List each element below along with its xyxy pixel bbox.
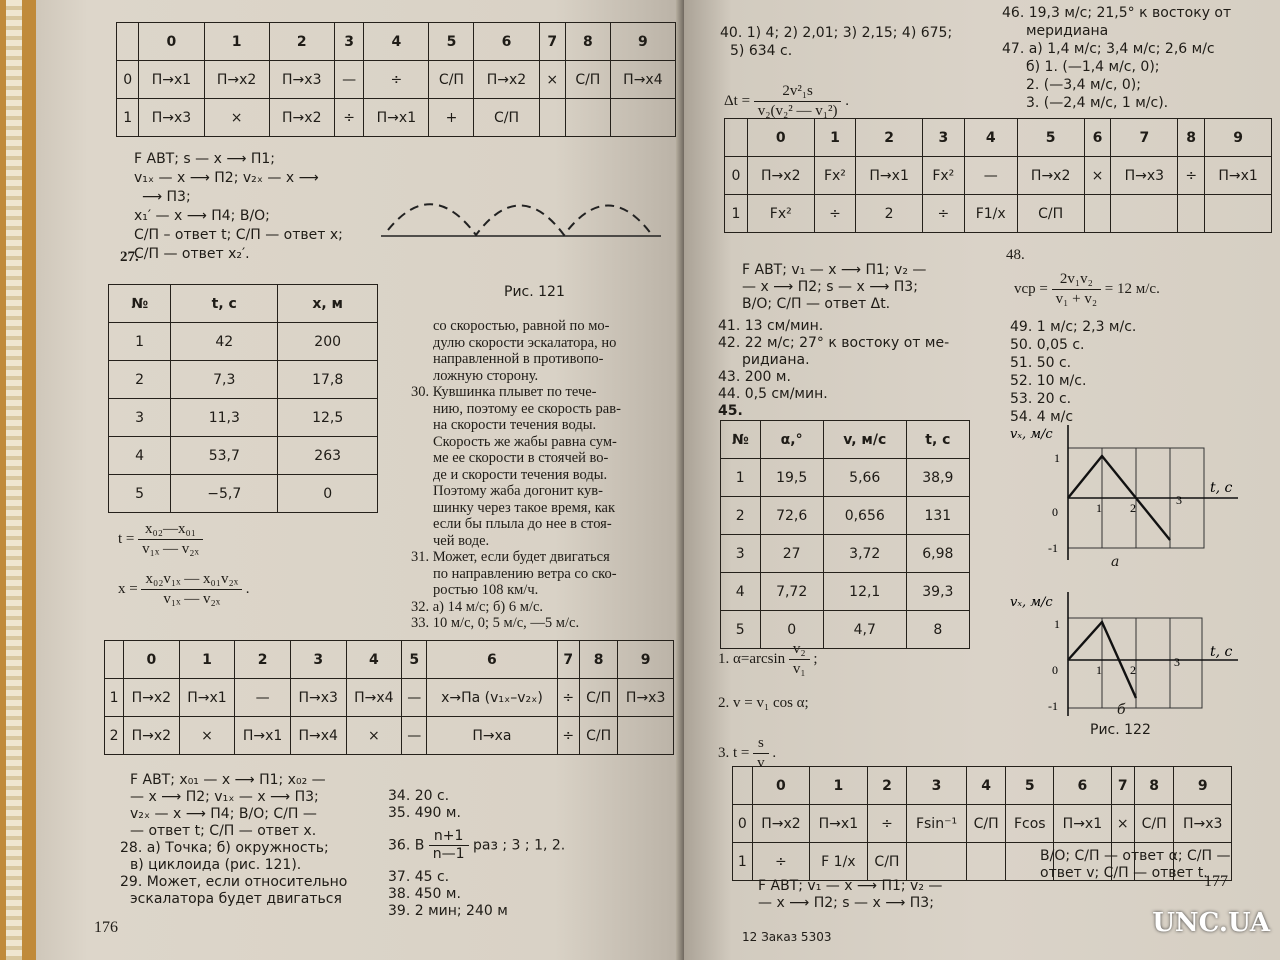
table-cell: 4,7 — [823, 611, 906, 649]
svg-text:1: 1 — [1096, 663, 1102, 677]
table-cell: 9 — [610, 23, 675, 61]
table-cell: 8 — [1134, 767, 1174, 805]
table-cell: 7 — [539, 23, 565, 61]
table-cell: П→x3 — [618, 679, 674, 717]
table-cell: Fx² — [923, 157, 965, 195]
table-cell: 2 — [721, 497, 761, 535]
table-cell: П→x1 — [179, 679, 235, 717]
watermark-logo: UNC.UA — [1152, 908, 1270, 938]
fig121-caption: Рис. 121 — [504, 284, 565, 300]
table-header-row — [117, 23, 676, 61]
table-cell: Fx² — [814, 157, 856, 195]
table-cell: П→x1 — [364, 99, 429, 137]
table-cell: П→x3 — [139, 99, 204, 137]
answers-34-39: 34. 20 с. 35. 490 м. 36. В $\frac{n+1}{n—1}$ раз ; 3 ; 1, 2. 37. 45 с. 38. 450 м. 39. 2 мин; 240 м — [388, 788, 566, 919]
table-cell: 200 — [278, 323, 378, 361]
table-cell — [610, 99, 675, 137]
table-cell: 4 — [109, 437, 171, 475]
table-cell: П→x3 — [269, 61, 334, 99]
table-cell: 38,9 — [906, 459, 969, 497]
table-cell: П→x2 — [747, 157, 814, 195]
table-cell: 1 — [814, 119, 856, 157]
table-row — [109, 323, 378, 361]
table-cell: 2 — [269, 23, 334, 61]
program-listing-4-right: В/О; С/П — ответ α; С/П — ответ v; С/П — ответ t. — [1040, 848, 1231, 881]
table-cell: −5,7 — [171, 475, 278, 513]
table-cell: 4 — [346, 641, 402, 679]
svg-text:1: 1 — [1096, 501, 1102, 515]
table-cell: × — [179, 717, 235, 755]
table-cell: П→x1 — [1054, 805, 1111, 843]
table-cell: 7 — [1111, 119, 1178, 157]
table-cell: С/П — [966, 805, 1006, 843]
answer-40: 40. 1) 4; 2) 2,01; 3) 2,15; 4) 675; 5) 634 с. — [720, 25, 953, 59]
table-cell: С/П — [579, 679, 617, 717]
table-cell: α,° — [760, 421, 823, 459]
table-cell — [1084, 195, 1111, 233]
table-cell — [539, 99, 565, 137]
table-cell: 11,3 — [171, 399, 278, 437]
svg-text:2: 2 — [1130, 501, 1136, 515]
table-cell: 9 — [618, 641, 674, 679]
answers-46-47: 46. 19,3 м/с; 21,5° к востоку от меридиана 47. а) 1,4 м/с; 3,4 м/с; 2,6 м/с б) 1. (—1,4 м/с, 0); 2. (—3,4 м/с, 0); 3. (—2,4 м/с, 1 м/с). — [1002, 5, 1232, 111]
table-cell: × — [346, 717, 402, 755]
table-row — [733, 805, 1232, 843]
table-cell: П→x2 — [124, 717, 180, 755]
svg-text:1: 1 — [1054, 451, 1060, 465]
table-row — [109, 361, 378, 399]
table-cell: П→xa — [427, 717, 557, 755]
table-cell: 12,1 — [823, 573, 906, 611]
table-cell: 3 — [907, 767, 967, 805]
table-cell: t, с — [171, 285, 278, 323]
table-cell: 7 — [557, 641, 579, 679]
table-row — [721, 459, 970, 497]
table-row — [109, 399, 378, 437]
table-row — [109, 437, 378, 475]
table-cell: 6 — [1054, 767, 1111, 805]
table-cell: 1 — [721, 459, 761, 497]
table-cell — [966, 843, 1006, 881]
program-table-bottom-left — [104, 640, 674, 755]
table-cell: 2 — [109, 361, 171, 399]
table-cell: ÷ — [923, 195, 965, 233]
table-cell: 1 — [810, 767, 867, 805]
table-cell: 5 — [721, 611, 761, 649]
table-cell: 3 — [721, 535, 761, 573]
table-cell: П→x4 — [610, 61, 675, 99]
graph-b-xlabel: t, c — [1210, 644, 1233, 660]
program-listing-2: F АВТ; x₀₁ — x ⟶ П1; x₀₂ — — x ⟶ П2; v₁ₓ — x ⟶ П3; v₂ₓ — x ⟶ П4; В/О; С/П — — ответ t; С/П — ответ x. 28. а) Точка; б) окружность; в) циклоида (рис. 121). 29. Может, если относительно эскалатора будет двигаться — [120, 772, 348, 907]
program-listing-3: F АВТ; v₁ — x ⟶ П1; v₂ — — x ⟶ П2; s — x ⟶ П3; В/О; С/П — ответ Δt. — [742, 262, 927, 312]
table-cell: С/П — [474, 99, 539, 137]
table-cell: — — [402, 717, 427, 755]
table-cell: П→x2 — [474, 61, 539, 99]
fig122-caption: Рис. 122 — [1090, 722, 1151, 738]
table-row — [105, 717, 674, 755]
table-cell: 3,72 — [823, 535, 906, 573]
answers-49-54: 49. 1 м/с; 2,3 м/с. 50. 0,05 с. 51. 50 с. 52. 10 м/с. 53. 20 с. 54. 4 м/с — [1010, 319, 1137, 425]
table-cell — [105, 641, 124, 679]
page-number-177: 177 — [1204, 873, 1228, 890]
table-cell: П→x4 — [290, 717, 346, 755]
table-cell: 2 — [105, 717, 124, 755]
table-cell: + — [429, 99, 474, 137]
table-cell: 263 — [278, 437, 378, 475]
table-cell: 131 — [906, 497, 969, 535]
table-cell: 0,656 — [823, 497, 906, 535]
graph-b — [1006, 588, 1246, 718]
svg-text:-1: -1 — [1048, 541, 1058, 555]
table-cell: 7 — [1111, 767, 1134, 805]
table-cell: — — [334, 61, 363, 99]
book-edge — [0, 0, 36, 960]
table-cell: v, м/с — [823, 421, 906, 459]
svg-text:3: 3 — [1174, 655, 1180, 669]
table-cell: П→x3 — [290, 679, 346, 717]
table-cell: F 1/x — [810, 843, 867, 881]
table-cell: x→Па (v₁ₓ–v₂ₓ) — [427, 679, 557, 717]
table-cell: x, м — [278, 285, 378, 323]
table-cell: × — [539, 61, 565, 99]
table-cell: 0 — [752, 767, 809, 805]
table-cell: 0 — [733, 805, 753, 843]
table-cell: П→x2 — [752, 805, 809, 843]
table-cell: 1 — [105, 679, 124, 717]
svg-text:3: 3 — [1176, 493, 1182, 507]
table-cell: ÷ — [867, 805, 907, 843]
table-row — [117, 99, 676, 137]
table-cell: П→x4 — [346, 679, 402, 717]
table-cell: Fsin⁻¹ — [907, 805, 967, 843]
table-row — [105, 679, 674, 717]
right-page — [684, 0, 1280, 960]
formula-t3: 3. t = $\frac{s}{v}$ . — [718, 735, 777, 771]
graph-a-ylabel: vₓ, м/с — [1010, 427, 1053, 442]
table-cell: 5 — [402, 641, 427, 679]
table-cell: 3 — [334, 23, 363, 61]
graph-a-xlabel: t, c — [1210, 480, 1233, 496]
table-cell: 3 — [923, 119, 965, 157]
table-cell: 2 — [235, 641, 291, 679]
table-cell: 1 — [725, 195, 748, 233]
left-page — [36, 0, 684, 960]
table-header-row — [733, 767, 1232, 805]
table-cell: С/П — [1017, 195, 1084, 233]
table-cell: 27 — [760, 535, 823, 573]
table-cell: С/П — [1134, 805, 1174, 843]
formula-vcp: vср = $\frac{\text{2v₁v₂}}{\text{v₁ + v₂}}$ = 12 м/с. — [1014, 271, 1160, 307]
table-cell: П→x1 — [856, 157, 923, 195]
table-row — [109, 475, 378, 513]
table-cell: Fcos — [1006, 805, 1054, 843]
table-cell: 3 — [109, 399, 171, 437]
table-cell: 5 — [1006, 767, 1054, 805]
table-cell: 8 — [565, 23, 610, 61]
table-cell: ÷ — [814, 195, 856, 233]
table-row — [721, 497, 970, 535]
formula-t: t = $\frac{\text{x₀₂—x₀₁}}{\text{v₁ₓ — v₂ₓ}}$ — [118, 520, 203, 559]
table-cell: ÷ — [557, 717, 579, 755]
table-cell: 6,98 — [906, 535, 969, 573]
formula-arcsin: 1. α=arcsin $\frac{\text{v₂}}{\text{v₁}}$ ; — [718, 641, 818, 677]
table-cell: ÷ — [1178, 157, 1205, 195]
formula-delta-t: Δt = $\frac{\text{2v²₁s}}{\text{v₂(v₂² — v₁²)}}$ . — [724, 83, 849, 119]
table-cell — [565, 99, 610, 137]
table-cell: 8 — [1178, 119, 1205, 157]
table-row — [117, 61, 676, 99]
table-cell: t, с — [906, 421, 969, 459]
table-cell — [1111, 195, 1178, 233]
table-cell — [1205, 195, 1272, 233]
table-cell: 9 — [1205, 119, 1272, 157]
table-cell: С/П — [579, 717, 617, 755]
table-row — [725, 157, 1272, 195]
table-row — [725, 195, 1272, 233]
table-cell: 0 — [139, 23, 204, 61]
table-cell: ÷ — [364, 61, 429, 99]
table-cell: 6 — [1084, 119, 1111, 157]
table-cell: 2 — [856, 195, 923, 233]
table-cell: × — [1111, 805, 1134, 843]
table-cell: 4 — [964, 119, 1017, 157]
answers-29-33: со скоростью, равной по мо- дулю скорости эскалатора, но направленной в противопо- ложную сторону. 30. Кувшинка плывет по тече- нию, поэтому ее скорость рав- на скорости течения воды. Скорость же жабы равна сум- ме ее скорости в стоячей во- де и скорости течения воды. Поэтому жаба догонит кув- шинку через такое время, как если бы плыла до нее в стоя- чей воде. 31. Может, если будет двигаться по направлению ветра со ско- ростью 108 км/ч. 32. а) 14 м/с; б) 6 м/с. 33. 10 м/с, 0; 5 м/с, —5 м/с. — [411, 318, 621, 631]
table-cell: № — [721, 421, 761, 459]
svg-text:0: 0 — [1052, 505, 1058, 519]
table-cell: 5 — [1017, 119, 1084, 157]
table-cell: П→x2 — [124, 679, 180, 717]
program-listing-4: F АВТ; v₁ — x ⟶ П1; v₂ — — x ⟶ П2; s — x ⟶ П3; — [758, 878, 943, 911]
table-cell: 7,3 — [171, 361, 278, 399]
svg-text:2: 2 — [1130, 663, 1136, 677]
table-cell: 1 — [179, 641, 235, 679]
graph-b-caption: б — [1117, 702, 1126, 718]
table-cell: 0 — [124, 641, 180, 679]
table-cell: 42 — [171, 323, 278, 361]
table-cell: 4 — [966, 767, 1006, 805]
table-cell: П→x2 — [204, 61, 269, 99]
program-table-top-right — [724, 118, 1272, 233]
table-header-row — [721, 421, 970, 459]
formula-x: x = $\frac{\text{x₀₂v₁ₓ — x₀₁v₂ₓ}}{\text{v₁ₓ — v₂ₓ}}$ . — [118, 571, 250, 607]
page-number-176: 176 — [94, 919, 118, 936]
table-cell: П→x1 — [139, 61, 204, 99]
table-cell: 0 — [760, 611, 823, 649]
table-cell: × — [204, 99, 269, 137]
table-cell: С/П — [565, 61, 610, 99]
table-cell: 0 — [747, 119, 814, 157]
table-cell: 7,72 — [760, 573, 823, 611]
table-cell: 1 — [733, 843, 753, 881]
table-cell: ÷ — [334, 99, 363, 137]
table-cell: 4 — [364, 23, 429, 61]
table-cell: 0 — [278, 475, 378, 513]
cycloid-figure — [376, 180, 666, 260]
svg-text:0: 0 — [1052, 663, 1058, 677]
table-cell: П→x1 — [1205, 157, 1272, 195]
table-problem-27 — [108, 284, 378, 513]
table-cell — [907, 843, 967, 881]
table-cell: 0 — [725, 157, 748, 195]
table-cell: П→x2 — [1017, 157, 1084, 195]
table-cell: 53,7 — [171, 437, 278, 475]
table-header-row — [105, 641, 674, 679]
problem-27-number: 27. — [120, 249, 139, 265]
table-cell: 5 — [109, 475, 171, 513]
table-cell: 4 — [721, 573, 761, 611]
table-cell: П→x3 — [1174, 805, 1232, 843]
table-row — [721, 573, 970, 611]
table-problem-45 — [720, 420, 970, 649]
table-cell: F1/x — [964, 195, 1017, 233]
table-cell: 1 — [204, 23, 269, 61]
table-cell: 19,5 — [760, 459, 823, 497]
table-cell — [618, 717, 674, 755]
table-cell: 6 — [427, 641, 557, 679]
table-cell: П→x2 — [269, 99, 334, 137]
table-cell: 8 — [579, 641, 617, 679]
table-cell: Fx² — [747, 195, 814, 233]
table-cell: 5 — [429, 23, 474, 61]
table-cell: С/П — [867, 843, 907, 881]
table-cell: ÷ — [557, 679, 579, 717]
svg-text:1: 1 — [1054, 617, 1060, 631]
table-cell: 17,8 — [278, 361, 378, 399]
table-cell: 1 — [109, 323, 171, 361]
table-cell — [733, 767, 753, 805]
graph-b-ylabel: vₓ, м/с — [1010, 595, 1053, 610]
formula-v: 2. v = v₁ cos α; — [718, 695, 809, 711]
table-row — [721, 535, 970, 573]
table-cell: 3 — [290, 641, 346, 679]
print-order-footer: 12 Заказ 5303 — [742, 930, 832, 944]
program-listing-1: F АВТ; s — x ⟶ П1; v₁ₓ — x ⟶ П2; v₂ₓ — x ⟶ ⟶ П3; x₁′ — x ⟶ П4; В/О; С/П – ответ t; С/П — ответ x; С/П — ответ x₂′. — [134, 151, 343, 262]
table-cell: 8 — [906, 611, 969, 649]
table-header-row — [725, 119, 1272, 157]
table-cell: П→x1 — [235, 717, 291, 755]
table-cell: 12,5 — [278, 399, 378, 437]
table-cell — [725, 119, 748, 157]
table-cell: 0 — [117, 61, 139, 99]
table-cell: — — [402, 679, 427, 717]
problem-48-number: 48. — [1006, 247, 1025, 263]
answers-41-45: 41. 13 см/мин. 42. 22 м/с; 27° к востоку от ме- ридиана. 43. 200 м. 44. 0,5 см/мин. 45. — [718, 318, 950, 419]
table-cell: 2 — [867, 767, 907, 805]
table-cell: 6 — [474, 23, 539, 61]
table-header-row — [109, 285, 378, 323]
program-table-top-left — [116, 22, 676, 137]
table-cell: С/П — [429, 61, 474, 99]
table-cell — [1178, 195, 1205, 233]
table-cell: 9 — [1174, 767, 1232, 805]
table-cell: — — [235, 679, 291, 717]
table-cell: — — [964, 157, 1017, 195]
table-cell: 72,6 — [760, 497, 823, 535]
table-cell: 39,3 — [906, 573, 969, 611]
table-cell: 1 — [117, 99, 139, 137]
graph-a-caption: а — [1111, 554, 1120, 570]
table-cell: № — [109, 285, 171, 323]
table-cell: × — [1084, 157, 1111, 195]
table-cell: 5,66 — [823, 459, 906, 497]
table-cell: П→x1 — [810, 805, 867, 843]
table-cell: 2 — [856, 119, 923, 157]
table-cell: П→x3 — [1111, 157, 1178, 195]
table-cell — [117, 23, 139, 61]
graph-a — [1006, 420, 1246, 570]
svg-text:-1: -1 — [1048, 699, 1058, 713]
table-cell: ÷ — [752, 843, 809, 881]
